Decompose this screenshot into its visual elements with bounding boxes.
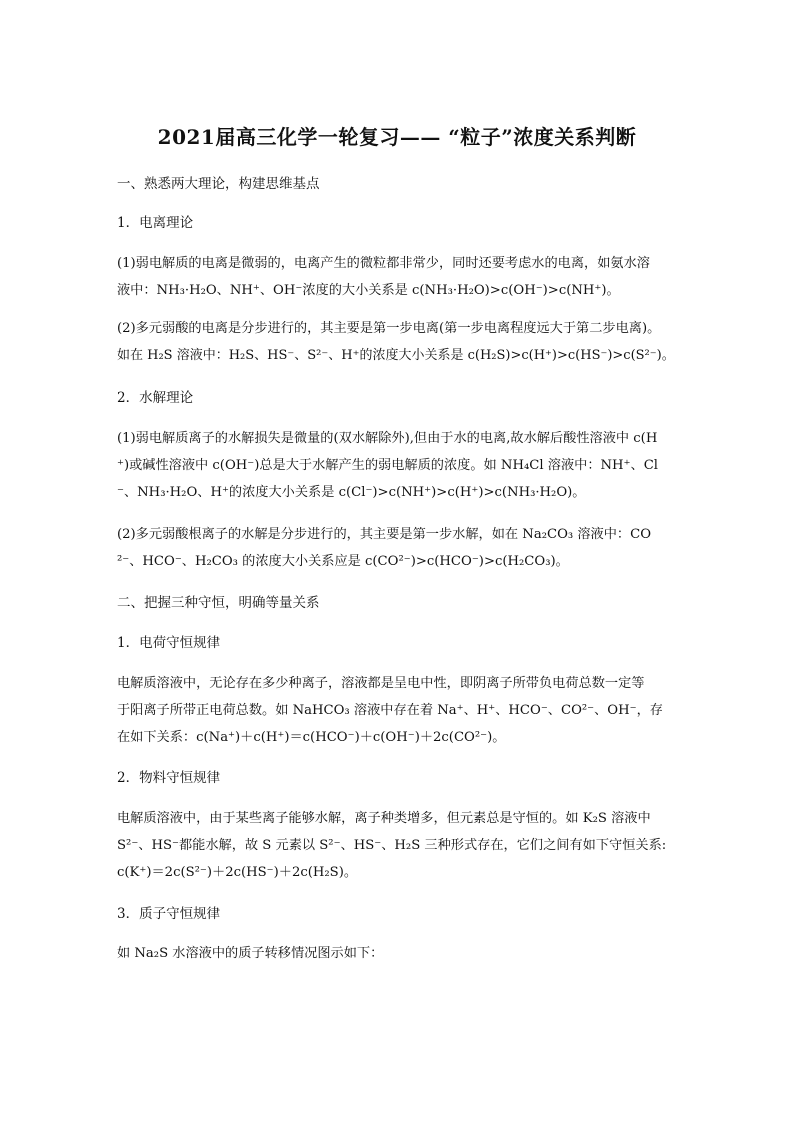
section-1-heading: 一、熟悉两大理论，构建思维基点 [117,176,320,192]
section-2-heading: 二、把握三种守恒，明确等量关系 [117,595,320,611]
ionization-p2-line1: (2)多元弱酸的电离是分步进行的，其主要是第一步电离(第一步电离程度远大于第二步电离)。 [117,321,661,336]
hydrolysis-theory-heading: 2．水解理论 [117,390,194,406]
material-conservation-heading: 2．物料守恒规律 [117,770,221,786]
proton-conservation-line1: 如 Na₂S 水溶液中的质子转移情况图示如下： [117,946,384,961]
material-conservation-line3: c(K⁺)＝2c(S²⁻)＋2c(HS⁻)＋2c(H₂S)。 [117,865,358,880]
material-conservation-line2: S²⁻、HS⁻都能水解，故 S 元素以 S²⁻、HS⁻、H₂S 三种形式存在，它们之间有如下守恒关系: [117,838,667,853]
charge-conservation-line2: 于阳离子所带正电荷总数。如 NaHCO₃ 溶液中存在着 Na⁺、H⁺、HCO⁻、CO²⁻、OH⁻，存 [117,703,663,718]
charge-conservation-line3: 在如下关系：c(Na⁺)＋c(H⁺)＝c(HCO⁻)＋c(OH⁻)＋2c(CO²⁻)。 [117,730,506,745]
hydrolysis-p2-line2: ²⁻、HCO⁻、H₂CO₃ 的浓度大小关系应是 c(CO²⁻)>c(HCO⁻)>c(H₂CO₃)。 [117,554,569,569]
charge-conservation-heading: 1．电荷守恒规律 [117,635,221,651]
ionization-p1-line2: 液中：NH₃·H₂O、NH⁺、OH⁻浓度的大小关系是 c(NH₃·H₂O)>c(OH⁻)>c(NH⁺)。 [117,283,620,298]
ionization-theory-heading: 1．电离理论 [117,215,194,231]
hydrolysis-p1-line2: ⁺)或碱性溶液中 c(OH⁻)总是大于水解产生的弱电解质的浓度。如 NH₄Cl 溶液中：NH⁺、Cl [117,458,659,473]
ionization-p2-line2: 如在 H₂S 溶液中：H₂S、HS⁻、S²⁻、H⁺的浓度大小关系是 c(H₂S)>c(H⁺)>c(HS⁻)>c(S²⁻)。 [117,348,675,363]
hydrolysis-p1-line1: (1)弱电解质离子的水解损失是微量的(双水解除外),但由于水的电离,故水解后酸性溶液中 c(H [117,431,658,446]
hydrolysis-p1-line3: ⁻、NH₃·H₂O、H⁺的浓度大小关系是 c(Cl⁻)>c(NH⁺)>c(H⁺)>c(NH₃·H₂O)。 [117,485,586,500]
material-conservation-line1: 电解质溶液中，由于某些离子能够水解，离子种类增多，但元素总是守恒的。如 K₂S 溶液中 [117,811,651,826]
charge-conservation-line1: 电解质溶液中，无论存在多少种离子，溶液都是呈电中性，即阴离子所带负电荷总数一定等 [117,676,645,691]
document-title: 2021届高三化学一轮复习—— “粒子”浓度关系判断 [157,125,637,149]
proton-conservation-heading: 3．质子守恒规律 [117,906,221,922]
hydrolysis-p2-line1: (2)多元弱酸根离子的水解是分步进行的，其主要是第一步水解，如在 Na₂CO₃ 溶液中：CO [117,527,652,542]
ionization-p1-line1: (1)弱电解质的电离是微弱的，电离产生的微粒都非常少，同时还要考虑水的电离，如氨水溶 [117,256,650,271]
